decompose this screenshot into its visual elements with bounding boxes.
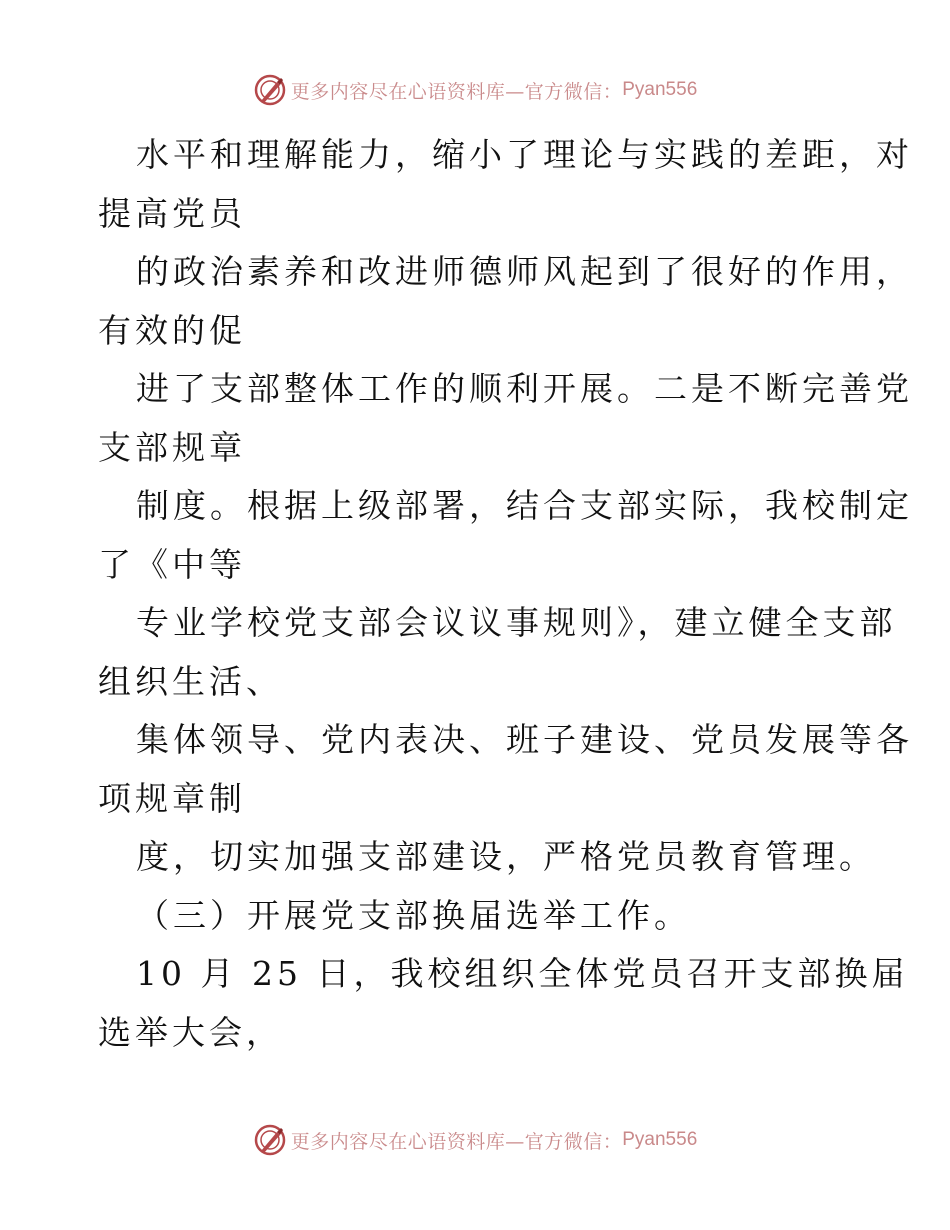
- text-line: 有效的促: [98, 310, 246, 350]
- footer-watermark: [0, 1120, 950, 1160]
- watermark-wechat-id: Pyan556: [622, 1129, 698, 1150]
- text-line: 水平和理解能力，缩小了理论与实践的差距，对: [136, 135, 913, 174]
- text-line: 10 月 25 日，我校组织全体党员召开支部换届: [136, 954, 909, 993]
- text-line: 组织生活、: [98, 661, 283, 701]
- header-watermark: [0, 70, 950, 110]
- text-line: 进了支部整体工作的顺利开展。二是不断完善党: [136, 369, 913, 408]
- text-line: 专业学校党支部会议议事规则》，建立健全支部: [136, 603, 897, 642]
- text-line: 了《中等: [98, 544, 246, 584]
- watermark-wechat-id: Pyan556: [622, 79, 698, 100]
- text-line: 的政治素养和改进师德师风起到了很好的作用，: [136, 252, 913, 291]
- text-line: 选举大会，: [98, 1012, 283, 1052]
- text-line: 制度。根据上级部署，结合支部实际，我校制定: [136, 486, 913, 525]
- text-line: 支部规章: [98, 427, 246, 467]
- text-line: 度，切实加强支部建设，严格党员教育管理。: [136, 837, 876, 876]
- pen-seal-logo-icon: [253, 1123, 287, 1157]
- pen-seal-logo-icon: [253, 73, 287, 107]
- text-line: 提高党员: [98, 193, 246, 233]
- document-body: [98, 126, 913, 1062]
- text-line: 项规章制: [98, 778, 246, 818]
- watermark-text: 更多内容尽在心语资料库—官方微信：: [290, 80, 623, 103]
- text-line: （三）开展党支部换届选举工作。: [136, 895, 691, 935]
- text-line: 集体领导、党内表决、班子建设、党员发展等各: [136, 720, 913, 759]
- watermark-text: 更多内容尽在心语资料库—官方微信：: [290, 1130, 623, 1153]
